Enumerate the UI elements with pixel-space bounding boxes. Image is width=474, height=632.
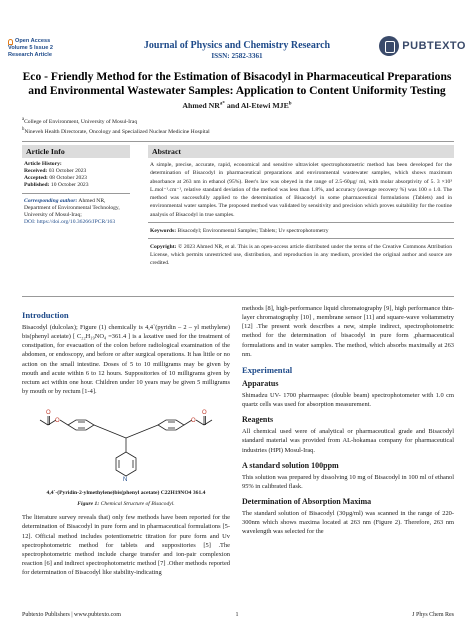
author-1-sup: a* <box>219 101 225 107</box>
copyright-label: Copyright: <box>150 244 177 251</box>
affiliation-b <box>22 126 210 136</box>
abstract <box>148 145 454 267</box>
divider-body <box>22 296 454 297</box>
history-label-text: Article History: <box>24 161 62 167</box>
received-date: 03 October 2023 <box>48 168 87 174</box>
keywords-divider <box>148 238 454 239</box>
corr-label: Corresponding author: <box>24 198 78 204</box>
abstract-heading: Abstract <box>148 145 454 158</box>
affiliation-a <box>22 116 210 126</box>
affiliation-b-text: Nineveh Health Directorate, Oncology and Specialized Nuclear Medicine Hospital <box>24 128 210 135</box>
article-info <box>22 145 130 226</box>
right-column <box>242 304 454 537</box>
apparatus-text: Shimadzu UV- 1700 pharmaspec (double beam) spectrophotometer with 1.0 cm quartz cells was used for absorption measurement. <box>242 391 454 409</box>
apparatus-heading: Apparatus <box>242 378 279 388</box>
affiliation-a-text: College of Environment, University of Mosul-Iraq <box>24 118 138 125</box>
keywords-text: Bisacodyl; Environmental Samples; Tablets; Uv spectrophotometry <box>177 228 329 235</box>
journal-block <box>120 40 354 60</box>
reagents-heading: Reagents <box>242 415 274 425</box>
keywords <box>148 223 454 235</box>
article-type: Research Article <box>8 52 52 58</box>
intro-heading: Introduction <box>22 310 69 320</box>
absorption-maxima-text: The standard solution of Bisacodyl (30µg/ml) was scanned in the range of 220-300nm which shows maxima located at 263 nm (Figure 2). Therefore, 263 nm wavelength was selected for the <box>242 510 454 536</box>
published-line <box>22 182 130 189</box>
intro-paragraph-2: The literature survey reveals that) only few methods have been reported for the determination of Bisacodyl in pure form and in pharmaceutical formulations [5-12]. Official method includes potentiometric titration for pure form and Uv spectrophotometric method for tablets and suppositories [5] .The spectrophotometric method include charge transfer and ion-pair complexion reaction [6] and indirect spectrophotometric method [7] .Other methods reported for determination of Bisacodyl like stability-indicating <box>22 514 230 577</box>
published-label: Published: <box>24 182 50 188</box>
svg-text:O: O <box>55 418 60 425</box>
affiliation-b-sup: b <box>22 127 25 133</box>
article-info-heading: Article Info <box>22 145 130 158</box>
open-access-lock-icon <box>8 39 13 45</box>
figure-1-caption-text: Chemical Structure of Bisacodyl. <box>100 501 175 508</box>
title-line-2: and Environmental Wastewater Samples: Application to Content Uniformity Testing <box>28 83 446 97</box>
accepted-line <box>22 175 130 182</box>
right-paragraph-1: methods [8], high-performance liquid chromatography [9], high performance thin-layer chromatography [10] , membrane sensor [11] and square-wave voltammetry [12] .The present work describes a new, simple indirect, spectrophotometric method for the determination of bisacodyl in pure form ,pharmaceutical formulations and in water samples. The method, which absorbs maximally at 263 nm. <box>242 305 454 358</box>
abstract-text: A simple, precise, accurate, rapid, economical and sensitive ultraviolet spectrophotometric method has been developed for the determination of Bisacodyl in pharmaceutical preparations and environmental wastewater samples, which shows maximum absorbance at 263 nm in ethanol (95%). Beer's law was obeyed in the range of 2.5-60µg/ ml, with molar absorptivity of 5. 3 ×10³ L.mol⁻¹.cm⁻¹, relative standard deviation of the method was less than 1.8%, and accuracy (average recovery %) was 100 ± 1.0. The method was successfully applied to the determination of Bisacodyl in some pharmaceutical formulations (Tablets) and in environmental water samples. The proposed method was validated by sensitivity and precision which proves suitability for the routine analysis of Bisacodyl in true samples. <box>150 162 452 218</box>
title-line-1: Eco - Friendly Method for the Estimation of Bisacodyl in Pharmaceutical Preparations <box>22 70 452 83</box>
published-date: 10 October 2023 <box>50 182 89 188</box>
corresponding-author <box>22 198 130 226</box>
article-title <box>20 70 454 97</box>
divider-top <box>22 141 454 142</box>
issn: ISSN: 2582-3361 <box>211 52 263 60</box>
affiliation-a-sup: a <box>22 117 25 122</box>
received-label: Received: <box>24 168 48 174</box>
open-access-label: Open Access <box>15 38 51 44</box>
page-number: 1 <box>235 612 239 618</box>
bisacodyl-structure <box>22 400 230 488</box>
journal-name[interactable]: Journal of Physics and Chemistry Research <box>143 40 331 51</box>
abstract-divider <box>148 222 454 223</box>
figure-1-caption <box>22 501 230 507</box>
accepted-label: Accepted: <box>24 175 48 181</box>
structure-drawing <box>22 400 230 488</box>
experimental-heading: Experimental <box>242 364 293 375</box>
doi-link[interactable]: DOI: https://doi.org/10.36266/JPCR/163 <box>24 219 116 225</box>
figure-1-label: Figure 1: <box>77 501 100 508</box>
page-header <box>0 0 474 66</box>
pubtexto-logo-icon <box>379 36 399 56</box>
footer-journal: J Phys Chem Res <box>412 612 454 618</box>
history-label <box>22 161 130 168</box>
author-1: Ahmed NR <box>182 101 220 110</box>
authors <box>0 101 474 110</box>
corr-text: Ahmed NR, Department of Environmental Technology, University of Mosul-Iraq; <box>24 198 120 218</box>
keywords-label: Keywords: <box>150 228 177 235</box>
author-sep: and Al-Etewi MJE <box>224 101 289 110</box>
accepted-date: 08 October 2023 <box>49 175 87 181</box>
article-meta-left <box>8 38 53 59</box>
affiliations <box>22 116 210 136</box>
open-access-badge[interactable] <box>8 38 53 45</box>
author-2-sup: b <box>288 101 292 107</box>
standard-solution-text: This solution was prepared by dissolving 10 mg of Bisacodyl in 100 ml of ethanol 95% in calibrated flask. <box>242 473 454 490</box>
svg-text:O: O <box>191 418 196 425</box>
publisher-logo[interactable] <box>379 36 466 56</box>
svg-text:O: O <box>202 410 207 417</box>
volume-label: Volume 5 Issue 2 <box>8 45 53 51</box>
publisher-logo-text: PUBTEXTO <box>402 40 466 52</box>
molecule-name: 4,4`-(Pyridin-2-ylmethylene)bis(phenyl acetate) C22H19NO4 361.4 <box>46 490 206 497</box>
copyright <box>148 239 454 267</box>
absorption-maxima-heading: Determination of Absorption Maxima <box>242 497 372 507</box>
copyright-text: © 2023 Ahmed NR, et al. This is an open-access article distributed under the terms of the Creative Commons Attribution License, which permits unrestricted use, distribution, and reproduction in any medium, provided the original author and source are credited. <box>150 244 452 267</box>
info-divider <box>22 193 130 194</box>
standard-solution-heading: A standard solution 100ppm <box>242 460 339 470</box>
svg-text:O: O <box>46 410 51 417</box>
footer-publisher[interactable]: Pubtexto Publishers | www.pubtexto.com <box>22 612 121 618</box>
svg-text:N: N <box>123 477 128 484</box>
intro-paragraph-1: Bisacodyl (dulcolax); Figure (1) chemically is 4,4`(pyridin – 2 – yl methylene) bis(phenyl acetate) [ C₂₂H₁₉NO₄ =361.4 ] is a laxative used for the treatment of constipation, for evacuation of the colon before radiological examination of the abdomen, or endoscopy, and before or after surgical operations. It has little or no action on the small intestine. Doses of 5 to 10 milligrams may be given by mouth and acute within 6 to 12 hours. Suppositories of 10 milligrams given by rectum act within one hour. Children under 10 years may be given 5 milligrams by mouth or by rectum [1-4]. <box>22 324 230 396</box>
left-column <box>22 310 230 577</box>
reagents-text: All chemical used were of analytical or pharmaceutical grade and Bisacodyl standard material was provided from AL-hokamaa company for pharmaceutical industries (HPI) Mosul-Iraq. <box>242 428 454 454</box>
received-line <box>22 168 130 175</box>
